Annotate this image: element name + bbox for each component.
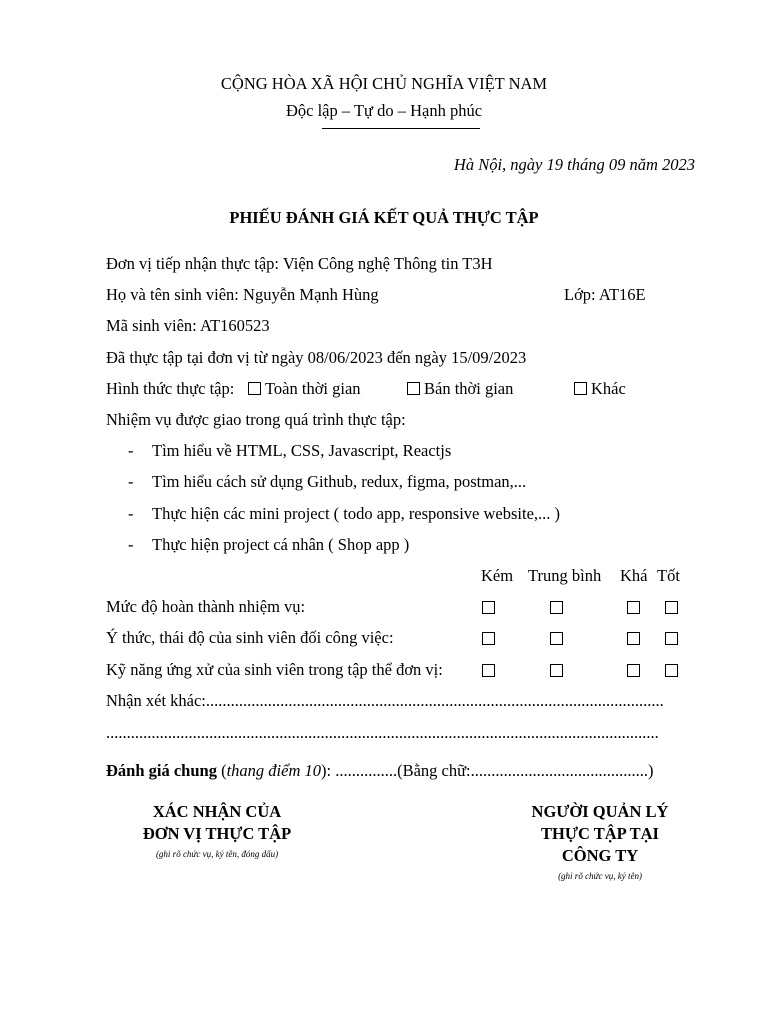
motto-underline: [322, 128, 480, 129]
rating-row-label: Mức độ hoàn thành nhiệm vụ:: [106, 597, 306, 616]
rating-col-poor: Kém: [481, 566, 514, 585]
comments-label: Nhận xét khác:: [106, 691, 206, 710]
bullet-dash: -: [128, 535, 134, 554]
unit-line: [106, 254, 493, 274]
rating-col-average: Trung bình: [528, 566, 602, 585]
class-label: Lớp:: [564, 285, 596, 304]
document-title: PHIẾU ĐÁNH GIÁ KẾT QUẢ THỰC TẬP: [229, 208, 539, 227]
comments-dots: ...............................................................................................................: [205, 691, 664, 710]
checkbox-icon[interactable]: [550, 601, 563, 614]
right-signature-title-3: CÔNG TY: [561, 846, 639, 865]
checkbox-icon[interactable]: [482, 601, 495, 614]
checkbox-icon[interactable]: [665, 632, 678, 645]
rating-row-label: Kỹ năng ứng xử của sinh viên trong tập thể đơn vị:: [106, 660, 443, 679]
form-option-other[interactable]: [574, 379, 626, 399]
task-text: Tìm hiểu cách sử dụng Github, redux, figma, postman,...: [152, 472, 527, 491]
form-option-fulltime[interactable]: [248, 379, 361, 399]
class-line: [564, 285, 646, 305]
overall-rest: ): ...............(Bằng chữ:...........................................): [321, 761, 654, 780]
overall-label: Đánh giá chung: [106, 761, 217, 780]
form-option-parttime[interactable]: [407, 379, 513, 399]
student-id-line: [106, 316, 270, 336]
date-line: Hà Nội, ngày 19 tháng 09 năm 2023: [453, 155, 695, 174]
right-signature-block: [500, 801, 700, 883]
comments-line-2: ......................................................................................................................................: [106, 723, 659, 742]
right-signature-title-1: NGƯỜI QUẢN LÝ: [531, 802, 669, 821]
form-option-label: Toàn thời gian: [265, 379, 361, 398]
left-signature-note: (ghi rõ chức vụ, ký tên, đóng dấu): [155, 849, 279, 859]
name-label: Họ và tên sinh viên:: [106, 285, 239, 304]
unit-value: Viện Công nghệ Thông tin T3H: [282, 254, 493, 273]
left-signature-title-1: XÁC NHẬN CỦA: [152, 802, 282, 821]
checkbox-icon[interactable]: [627, 632, 640, 645]
checkbox-icon[interactable]: [627, 601, 640, 614]
tasks-label: Nhiệm vụ được giao trong quá trình thực tập:: [106, 410, 406, 429]
checkbox-icon[interactable]: [665, 601, 678, 614]
form-option-label: Khác: [591, 379, 626, 398]
motto: Độc lập – Tự do – Hạnh phúc: [285, 101, 483, 120]
checkbox-icon[interactable]: [482, 664, 495, 677]
class-value: AT16E: [598, 285, 646, 304]
student-name-line: [106, 285, 379, 305]
form-label: Hình thức thực tập:: [106, 379, 235, 398]
task-text: Tìm hiểu về HTML, CSS, Javascript, Reactjs: [152, 441, 452, 460]
overall-open: (: [216, 761, 227, 780]
checkbox-icon[interactable]: [574, 382, 587, 395]
id-value: AT160523: [199, 316, 270, 335]
nation-heading: CỘNG HÒA XÃ HỘI CHỦ NGHĨA VIỆT NAM: [220, 74, 548, 93]
task-text: Thực hiện project cá nhân ( Shop app ): [152, 535, 410, 554]
rating-col-good: Khá: [620, 566, 648, 585]
overall-evaluation: [106, 761, 654, 781]
overall-scale: thang điểm 10: [226, 761, 322, 780]
checkbox-icon[interactable]: [627, 664, 640, 677]
name-value: Nguyễn Mạnh Hùng: [243, 285, 379, 304]
form-option-label: Bán thời gian: [424, 379, 514, 398]
rating-row-label: Ý thức, thái độ của sinh viên đối công việc:: [106, 628, 394, 647]
left-signature-title-2: ĐƠN VỊ THỰC TẬP: [142, 824, 292, 843]
checkbox-icon[interactable]: [550, 664, 563, 677]
checkbox-icon[interactable]: [248, 382, 261, 395]
checkbox-icon[interactable]: [407, 382, 420, 395]
checkbox-icon[interactable]: [482, 632, 495, 645]
right-signature-title-2: THỰC TẬP TẠI: [541, 824, 659, 843]
bullet-dash: -: [128, 472, 134, 491]
bullet-dash: -: [128, 441, 134, 460]
task-text: Thực hiện các mini project ( todo app, responsive website,... ): [152, 504, 561, 523]
period-line: Đã thực tập tại đơn vị từ ngày 08/06/2023 đến ngày 15/09/2023: [106, 348, 527, 367]
left-signature-block: [117, 801, 317, 861]
rating-col-excellent: Tốt: [657, 566, 680, 585]
id-label: Mã sinh viên:: [106, 316, 197, 335]
bullet-dash: -: [128, 504, 134, 523]
comments-line: [106, 691, 694, 711]
right-signature-note: (ghi rõ chức vụ, ký tên): [558, 871, 642, 881]
unit-label: Đơn vị tiếp nhận thực tập:: [106, 254, 280, 273]
checkbox-icon[interactable]: [665, 664, 678, 677]
checkbox-icon[interactable]: [550, 632, 563, 645]
